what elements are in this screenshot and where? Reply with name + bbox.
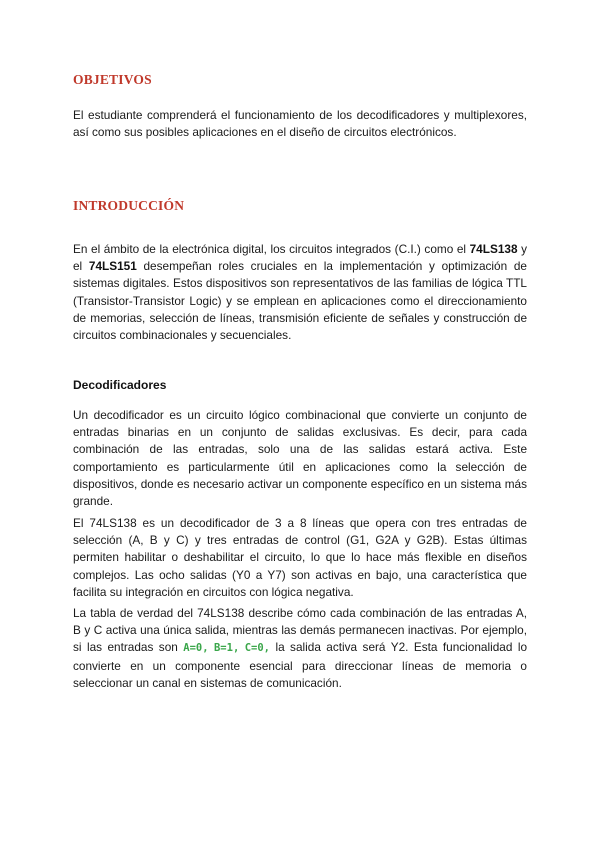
introduccion-heading: INTRODUCCIÓN (73, 198, 185, 213)
chip-74ls151: 74LS151 (88, 259, 137, 274)
introduccion-paragraph: En el ámbito de la electrónica digital, los circuitos integrados (C.I.) como el 74LS138 y el 74LS151 desempeñan roles cruciales en la implementación y optimización de sistemas digitales. Estos dispositivos son representativos de las familias de lógica TTL (Transistor-Transistor Logic) y se emplean en aplicaciones como el direccionamiento de memorias, selección de líneas, transmisión eficiente de señales y construcción de circuitos combinacionales y secuenciales. (73, 242, 527, 343)
objetivos-paragraph: El estudiante comprenderá el funcionamiento de los decodificadores y multiplexores, así como sus posibles aplicaciones en el diseño de circuitos electrónicos. (73, 108, 527, 140)
decodificadores-paragraph-3: La tabla de verdad del 74LS138 describe cómo cada combinación de las entradas A, B y C activa una única salida, mientras las demás permanecen inactivas. Por ejemplo, si las entradas son A=0, B=1, C=0, la salida activa será Y2. Esta funcionalidad lo convierte en un componente esencial para direccionar líneas de memoria o seleccionar un canal en sistemas de comunicación. (73, 606, 528, 690)
decodificadores-heading: Decodificadores (73, 378, 167, 392)
code-input-b: B=1, (213, 642, 240, 655)
code-input-c: C=0, (244, 642, 271, 655)
chip-74ls138: 74LS138 (469, 242, 518, 256)
decodificadores-paragraph-1: Un decodificador es un circuito lógico combinacional que convierte un conjunto de entradas binarias en un conjunto de salidas exclusivas. Es decir, para cada combinación de las entradas, solo una de las salidas estará activa. Este comportamiento es particularmente útil en aplicaciones como la selección de dispositivos, donde es necesario activar un componente específico en un sistema más grande. (73, 408, 527, 509)
objetivos-heading: OBJETIVOS (73, 72, 152, 87)
code-input-a: A=0, (183, 642, 209, 655)
decodificadores-paragraph-2: El 74LS138 es un decodificador de 3 a 8 líneas que opera con tres entradas de selección (A, B y C) y tres entradas de control (G1, G2A y G2B). Estas últimas permiten habilitar o deshabilitar el circuito, lo que lo hace más flexible en diseños complejos. Las ocho salidas (Y0 a Y7) son activas en bajo, una característica que facilita su integración en circuitos con lógica negativa. (73, 516, 527, 599)
